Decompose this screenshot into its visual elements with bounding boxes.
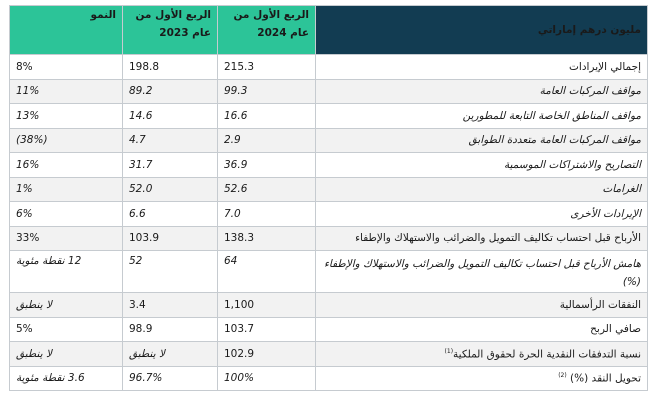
- growth-cell: 6%: [10, 202, 123, 227]
- table-row: [10, 153, 648, 178]
- growth-cell: 13%: [10, 104, 123, 129]
- q1-2024-cell: 7.0: [218, 202, 316, 227]
- q1-2024-cell: 1,100: [218, 293, 316, 318]
- growth-cell: لا ينطبق: [10, 342, 123, 367]
- table-body: [10, 55, 648, 391]
- q1-2024-cell: 103.7: [218, 317, 316, 342]
- q1-2023-cell: 89.2: [123, 79, 218, 104]
- q1-2024-cell: 102.9: [218, 342, 316, 367]
- footnote-marker: (1): [444, 347, 454, 355]
- q1-2023-cell: 96.7%: [123, 366, 218, 391]
- row-label: النفقات الرأسمالية: [316, 293, 648, 318]
- header-q1-2023: الربع الأول من عام 2023: [123, 6, 218, 55]
- q1-2024-cell: 138.3: [218, 226, 316, 251]
- financial-table: [9, 5, 648, 391]
- row-label: إجمالي الإيرادات: [316, 55, 648, 80]
- growth-cell: 1%: [10, 177, 123, 202]
- growth-cell: لا ينطبق: [10, 293, 123, 318]
- row-label: التصاريح والاشتراكات الموسمية: [316, 153, 648, 178]
- table-row: [10, 55, 648, 80]
- row-label-text: نسبة التدفقات النقدية الحرة لحقوق الملكية: [453, 348, 641, 360]
- q1-2024-cell: 64: [218, 251, 316, 293]
- table-row: [10, 342, 648, 367]
- q1-2024-cell: 16.6: [218, 104, 316, 129]
- table-row: [10, 251, 648, 293]
- q1-2024-cell: 100%: [218, 366, 316, 391]
- growth-cell: 11%: [10, 79, 123, 104]
- growth-cell: 8%: [10, 55, 123, 80]
- row-label: صافي الربح: [316, 317, 648, 342]
- q1-2023-cell: 52: [123, 251, 218, 293]
- row-label: الإيرادات الأخرى: [316, 202, 648, 227]
- row-label-text: تحويل النقد (%): [570, 372, 641, 385]
- row-label: مواقف المركبات العامة متعددة الطوابق: [316, 128, 648, 153]
- table-row: [10, 104, 648, 129]
- row-label: [316, 366, 648, 391]
- growth-cell: 5%: [10, 317, 123, 342]
- table-row: [10, 366, 648, 391]
- row-label: مواقف المناطق الخاصة التابعة للمطورين: [316, 104, 648, 129]
- growth-cell: 16%: [10, 153, 123, 178]
- header-label: مليون درهم إماراتي: [316, 6, 648, 55]
- q1-2023-cell: 198.8: [123, 55, 218, 80]
- q1-2023-cell: لا ينطبق: [123, 342, 218, 367]
- q1-2023-cell: 4.7: [123, 128, 218, 153]
- q1-2023-cell: 6.6: [123, 202, 218, 227]
- table-row: [10, 202, 648, 227]
- q1-2023-cell: 98.9: [123, 317, 218, 342]
- growth-cell: 33%: [10, 226, 123, 251]
- header-q1-2024: الربع الأول من عام 2024: [218, 6, 316, 55]
- growth-cell: 3.6 نقطة مئوية: [10, 366, 123, 391]
- table-row: [10, 226, 648, 251]
- header-row: [10, 6, 648, 55]
- table-row: [10, 128, 648, 153]
- growth-cell: 12 نقطة مئوية: [10, 251, 123, 293]
- table-row: [10, 317, 648, 342]
- header-growth: النمو: [10, 6, 123, 55]
- q1-2024-cell: 99.3: [218, 79, 316, 104]
- row-label: هامش الأرباح قبل احتساب تكاليف التمويل والضرائب والاستهلاك والإطفاء (%): [316, 251, 648, 293]
- table-row: [10, 177, 648, 202]
- q1-2023-cell: 103.9: [123, 226, 218, 251]
- growth-cell: (38%): [10, 128, 123, 153]
- table-row: [10, 293, 648, 318]
- q1-2023-cell: 14.6: [123, 104, 218, 129]
- row-label: الغرامات: [316, 177, 648, 202]
- q1-2024-cell: 2.9: [218, 128, 316, 153]
- q1-2024-cell: 215.3: [218, 55, 316, 80]
- q1-2023-cell: 3.4: [123, 293, 218, 318]
- row-label: مواقف المركبات العامة: [316, 79, 648, 104]
- row-label: [316, 342, 648, 367]
- q1-2024-cell: 52.6: [218, 177, 316, 202]
- footnote-marker: (2): [558, 372, 567, 379]
- table-row: [10, 79, 648, 104]
- row-label: الأرباح قبل احتساب تكاليف التمويل والضرائب والاستهلاك والإطفاء: [316, 226, 648, 251]
- q1-2023-cell: 52.0: [123, 177, 218, 202]
- q1-2023-cell: 31.7: [123, 153, 218, 178]
- q1-2024-cell: 36.9: [218, 153, 316, 178]
